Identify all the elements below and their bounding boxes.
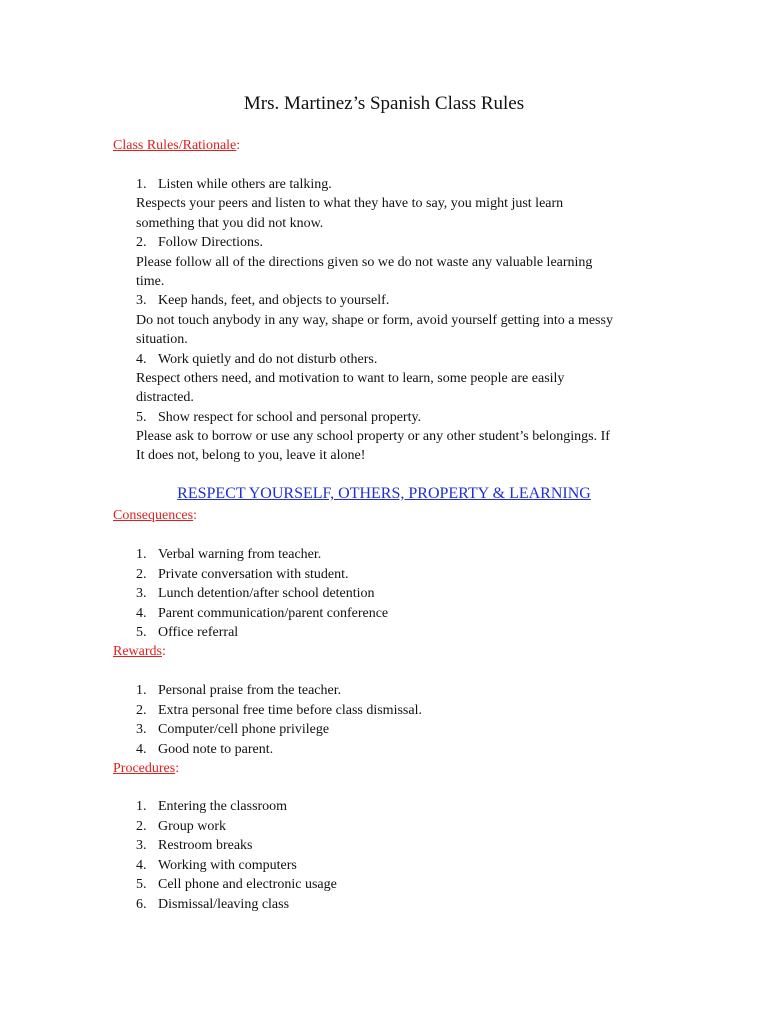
consequences-heading-label: Consequences xyxy=(113,508,194,523)
rule-rationale-text: situation. xyxy=(136,332,188,348)
rule-number: 1. xyxy=(136,177,147,192)
list-number: 4. xyxy=(136,605,147,621)
list-item xyxy=(136,545,656,565)
rewards-heading xyxy=(113,643,166,661)
list-number: 3. xyxy=(136,722,147,738)
list-number: 6. xyxy=(136,896,147,912)
rule-item xyxy=(136,350,656,369)
list-number: 5. xyxy=(136,625,147,641)
consequences-list xyxy=(136,545,656,643)
rule-text: Listen while others are talking. xyxy=(158,177,332,192)
rewards-heading-colon: : xyxy=(162,644,166,659)
list-item xyxy=(136,720,656,740)
rule-text: Follow Directions. xyxy=(158,235,263,251)
list-item xyxy=(136,623,656,643)
rule-item xyxy=(136,291,656,310)
rewards-list xyxy=(136,681,656,759)
list-text: Verbal warning from teacher. xyxy=(158,547,322,562)
list-text: Restroom breaks xyxy=(158,838,253,854)
list-item xyxy=(136,701,656,721)
list-number: 2. xyxy=(136,566,147,582)
list-text: Computer/cell phone privilege xyxy=(158,722,330,738)
rule-rationale-text: time. xyxy=(136,273,165,289)
procedures-heading-colon: : xyxy=(175,761,180,776)
list-text: Office referral xyxy=(158,625,239,641)
rule-rationale-text: something that you did not know. xyxy=(136,215,324,231)
rule-rationale-line xyxy=(136,446,656,465)
list-text: Personal praise from the teacher. xyxy=(158,683,342,698)
list-number: 4. xyxy=(136,741,147,757)
list-number: 3. xyxy=(136,838,147,854)
rule-rationale-line xyxy=(136,311,656,330)
list-number: 1. xyxy=(136,799,147,814)
rule-number: 5. xyxy=(136,409,147,425)
list-text: Dismissal/leaving class xyxy=(158,896,290,912)
list-text: Parent communication/parent conference xyxy=(158,605,389,621)
rule-rationale-text: Respects your peers and listen to what they have to say, you might just learn xyxy=(136,196,564,212)
rule-rationale-line xyxy=(136,369,656,388)
rule-rationale-text: distracted. xyxy=(136,390,194,406)
rule-number: 3. xyxy=(136,293,147,309)
list-text: Group work xyxy=(158,818,227,834)
rules-heading-label: Class Rules/Rationale xyxy=(113,138,237,153)
procedures-heading xyxy=(113,760,179,778)
rule-rationale-text: It does not, belong to you, leave it alone! xyxy=(136,448,366,464)
consequences-heading-colon: : xyxy=(193,508,197,523)
list-text: Good note to parent. xyxy=(158,741,274,757)
respect-banner: RESPECT YOURSELF, OTHERS, PROPERTY & LEARNING xyxy=(177,485,591,502)
rules-heading xyxy=(113,137,240,155)
list-number: 2. xyxy=(136,702,147,718)
rule-rationale-text: Respect others need, and motivation to want to learn, some people are easily xyxy=(136,370,565,386)
procedures-list xyxy=(136,797,656,915)
list-text: Private conversation with student. xyxy=(158,566,349,582)
list-text: Cell phone and electronic usage xyxy=(158,877,337,893)
list-item xyxy=(136,817,656,837)
rules-list xyxy=(136,175,656,466)
rewards-heading-label: Rewards xyxy=(113,644,162,659)
list-item xyxy=(136,604,656,624)
rule-rationale-line xyxy=(136,253,656,272)
list-item xyxy=(136,681,656,701)
rule-item xyxy=(136,175,656,194)
rule-rationale-text: Please ask to borrow or use any school property or any other student’s belongings. If xyxy=(136,429,610,445)
rule-rationale-line xyxy=(136,330,656,349)
list-text: Extra personal free time before class dismissal. xyxy=(158,702,422,718)
rule-rationale-text: Please follow all of the directions given so we do not waste any valuable learning xyxy=(136,254,593,270)
rule-rationale-line xyxy=(136,214,656,233)
list-number: 4. xyxy=(136,857,147,873)
list-item xyxy=(136,895,656,915)
rule-rationale-line xyxy=(136,272,656,291)
page-title: Mrs. Martinez’s Spanish Class Rules xyxy=(243,93,525,114)
list-number: 2. xyxy=(136,818,147,834)
list-text: Working with computers xyxy=(158,857,297,873)
list-item xyxy=(136,797,656,817)
rule-number: 4. xyxy=(136,351,147,367)
list-item xyxy=(136,875,656,895)
rule-text: Work quietly and do not disturb others. xyxy=(158,351,378,367)
list-item xyxy=(136,584,656,604)
list-number: 1. xyxy=(136,683,147,698)
rules-heading-colon: : xyxy=(236,138,241,153)
list-text: Entering the classroom xyxy=(158,799,288,814)
list-item xyxy=(136,740,656,760)
rule-rationale-line xyxy=(136,388,656,407)
procedures-heading-label: Procedures xyxy=(113,761,176,776)
list-number: 5. xyxy=(136,877,147,893)
list-item xyxy=(136,836,656,856)
rule-rationale-text: Do not touch anybody in any way, shape or form, avoid yourself getting into a messy xyxy=(136,312,613,328)
rule-rationale-line xyxy=(136,427,656,446)
rule-rationale-line xyxy=(136,194,656,213)
rule-text: Show respect for school and personal property. xyxy=(158,409,422,425)
list-number: 1. xyxy=(136,547,147,562)
rule-item xyxy=(136,408,656,427)
list-text: Lunch detention/after school detention xyxy=(158,586,375,602)
list-item xyxy=(136,565,656,585)
rule-item xyxy=(136,233,656,252)
list-item xyxy=(136,856,656,876)
rule-number: 2. xyxy=(136,235,147,251)
rule-text: Keep hands, feet, and objects to yourself. xyxy=(158,293,390,309)
list-number: 3. xyxy=(136,586,147,602)
consequences-heading xyxy=(113,507,197,525)
